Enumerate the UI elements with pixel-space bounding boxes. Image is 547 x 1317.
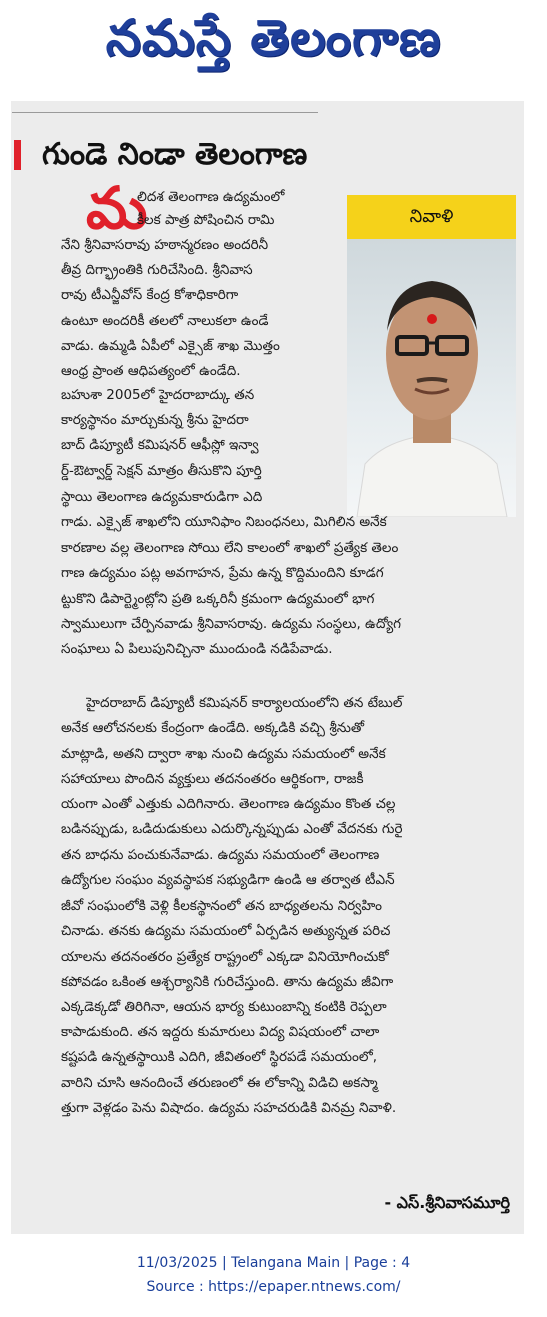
footer-meta: 11/03/2025 | Telangana Main | Page : 4 — [136, 1255, 411, 1271]
body-line: బహుశా 2005లో హైదరాబాద్కు తన — [61, 387, 255, 403]
body-line: గాణ ఉద్యమం పట్ల అవగాహన, ప్రేమ ఉన్న కొద్దిమందిని కూడగ — [61, 565, 384, 581]
body-line: మాట్లాడి, అతని ద్వారా శాఖ నుంచి ఉద్యమ సమయంలో అనేక — [61, 746, 386, 762]
body-line: అనేక ఆలోచనలకు కేంద్రంగా ఉండేది. అక్కడికి వచ్చి శ్రీనుతో — [61, 720, 365, 736]
body-line: చినాడు. తనకు ఉద్యమ సమయంలో ఏర్పడిన అత్యున్నత పరిచ — [61, 923, 391, 939]
body-line: కపోవడం ఒకింత ఆశ్చర్యానికి గురిచేస్తుంది. తాను ఉద్యమ జీవిగా — [61, 974, 394, 990]
body-line: నేని శ్రీనివాసరావు హఠాన్మరణం అందరినీ — [61, 237, 269, 253]
body-line: స్వాములుగా చేర్పినవాడు శ్రీనివాసరావు. ఉద్యమ సంస్థలు, ఉద్యోగ — [61, 616, 402, 632]
body-line: స్థాయి తెలంగాణ ఉద్యమకారుడిగా ఎది — [61, 489, 263, 505]
body-line: లిదశ తెలంగాణ ఉద్యమంలో — [137, 189, 285, 205]
body-line: త్తుగా వెళ్లడం పెను విషాదం. ఉద్యమ సహచరుడికి వినమ్ర నివాళి. — [61, 1100, 397, 1116]
body-line: బడినప్పుడు, ఒడిదుడుకులు ఎదుర్కొన్నప్పుడు ఎంతో వేదనకు గురై — [61, 821, 403, 837]
portrait-illustration — [347, 239, 516, 517]
top-rule — [12, 112, 318, 113]
masthead-title: నమస్తే తెలంగాణ — [105, 8, 442, 67]
body-line: ఉద్యోగుల సంఘం వ్యవస్థాపక సభ్యుడిగా ఉండి ఆ తర్వాత టీఎన్ — [61, 872, 395, 888]
portrait-photo — [347, 239, 516, 517]
body-line: వాడు. ఉమ్మడి ఏపీలో ఎక్సైజ్ శాఖ మొత్తం — [61, 338, 280, 354]
body-line: ట్టుకొని డిపార్ట్మెంట్లోని ప్రతి ఒక్కరినీ క్రమంగా ఉద్యమంలో భాగ — [61, 591, 375, 607]
body-line: ఎక్కడెక్కడో తిరిగినా, ఆయన భార్య కుటుంబాన్ని కంటికి రెప్పలా — [61, 999, 387, 1015]
body-line: యంగా ఎంతో ఎత్తుకు ఎదిగినారు. తెలంగాణ ఉద్యమం కొంత చల్ల — [61, 796, 396, 812]
body-line: సహాయాలు పొందిన వ్యక్తులు తదనంతరం ఆర్థికంగా, రాజకీ — [61, 771, 364, 787]
body-line: వారిని చూసి ఆనందించే తరుణంలో ఈ లోకాన్ని విడిచి అకస్మా — [61, 1075, 378, 1091]
footer-source: Source : https://epaper.ntnews.com/ — [146, 1279, 401, 1295]
body-line: కష్టపడి ఉన్నతస్థాయికి ఎదిగి, జీవితంలో స్థిరపడే సమయంలో, — [61, 1049, 378, 1065]
body-line: ఉంటూ అందరికీ తలలో నాలుకలా ఉండే — [61, 313, 269, 329]
body-line: బాద్ డిప్యూటీ కమిషనర్ ఆఫీస్లో ఇన్వా — [61, 437, 259, 453]
body-line: తీవ్ర దిగ్భ్రాంతికి గురిచేసింది. శ్రీనివాస — [61, 262, 253, 278]
photo-label: నివాళి — [347, 195, 516, 239]
body-line: జీవో సంఘంలోకి వెళ్లి కీలకస్థానంలో తన బాధ్యతలను నిర్వహిం — [61, 898, 383, 914]
article-headline: గుండె నిండా తెలంగాణ — [42, 137, 308, 172]
body-line: ర్డ్-ఔట్వార్డ్ సెక్షన్ మాత్రం తీసుకొని పూర్తి — [61, 463, 262, 479]
body-line: రావు టీఎన్జీవోస్ కేంద్ర కోశాధికారిగా — [61, 287, 239, 303]
body-line: కార్యస్థానం మార్చుకున్న శ్రీను హైదరా — [61, 412, 249, 428]
masthead — [0, 8, 547, 80]
body-line: కీలక పాత్ర పోషించిన రామి — [137, 212, 275, 228]
author-byline: - ఎస్.శ్రీనివాసమూర్తి — [384, 1193, 510, 1212]
headline-accent-bar — [14, 140, 21, 170]
body-line: సంఘాలు ఏ పిలుపునిచ్చినా ముందుండి నడిపేవాడు. — [61, 641, 333, 657]
body-line: కారణాల వల్ల తెలంగాణ సోయి లేని కాలంలో శాఖలో ప్రత్యేక తెలం — [61, 540, 399, 556]
body-line: యాలను తదనంతరం ప్రత్యేక రాష్ట్రంలో ఎక్కడా వినియోగించుకో — [61, 949, 389, 965]
body-line: హైదరాబాద్ డిప్యూటీ కమిషనర్ కార్యాలయంలోని తన టేబుల్ — [86, 695, 403, 711]
body-line: తన బాధను పంచుకునేవాడు. ఉద్యమ సమయంలో తెలంగాణ — [61, 847, 380, 863]
body-line: ఆంధ్ర ప్రాంత ఆధిపత్యంలో ఉండేది. — [61, 363, 241, 379]
drop-cap: మ — [86, 174, 148, 242]
body-line: కాపాడుకుంది. తన ఇద్దరు కుమారులు విద్య విషయంలో చాలా — [61, 1024, 380, 1040]
body-line: గాడు. ఎక్సైజ్ శాఖలోని యూనిఫాం నిబంధనలు, మిగిలిన అనేక — [61, 514, 387, 530]
